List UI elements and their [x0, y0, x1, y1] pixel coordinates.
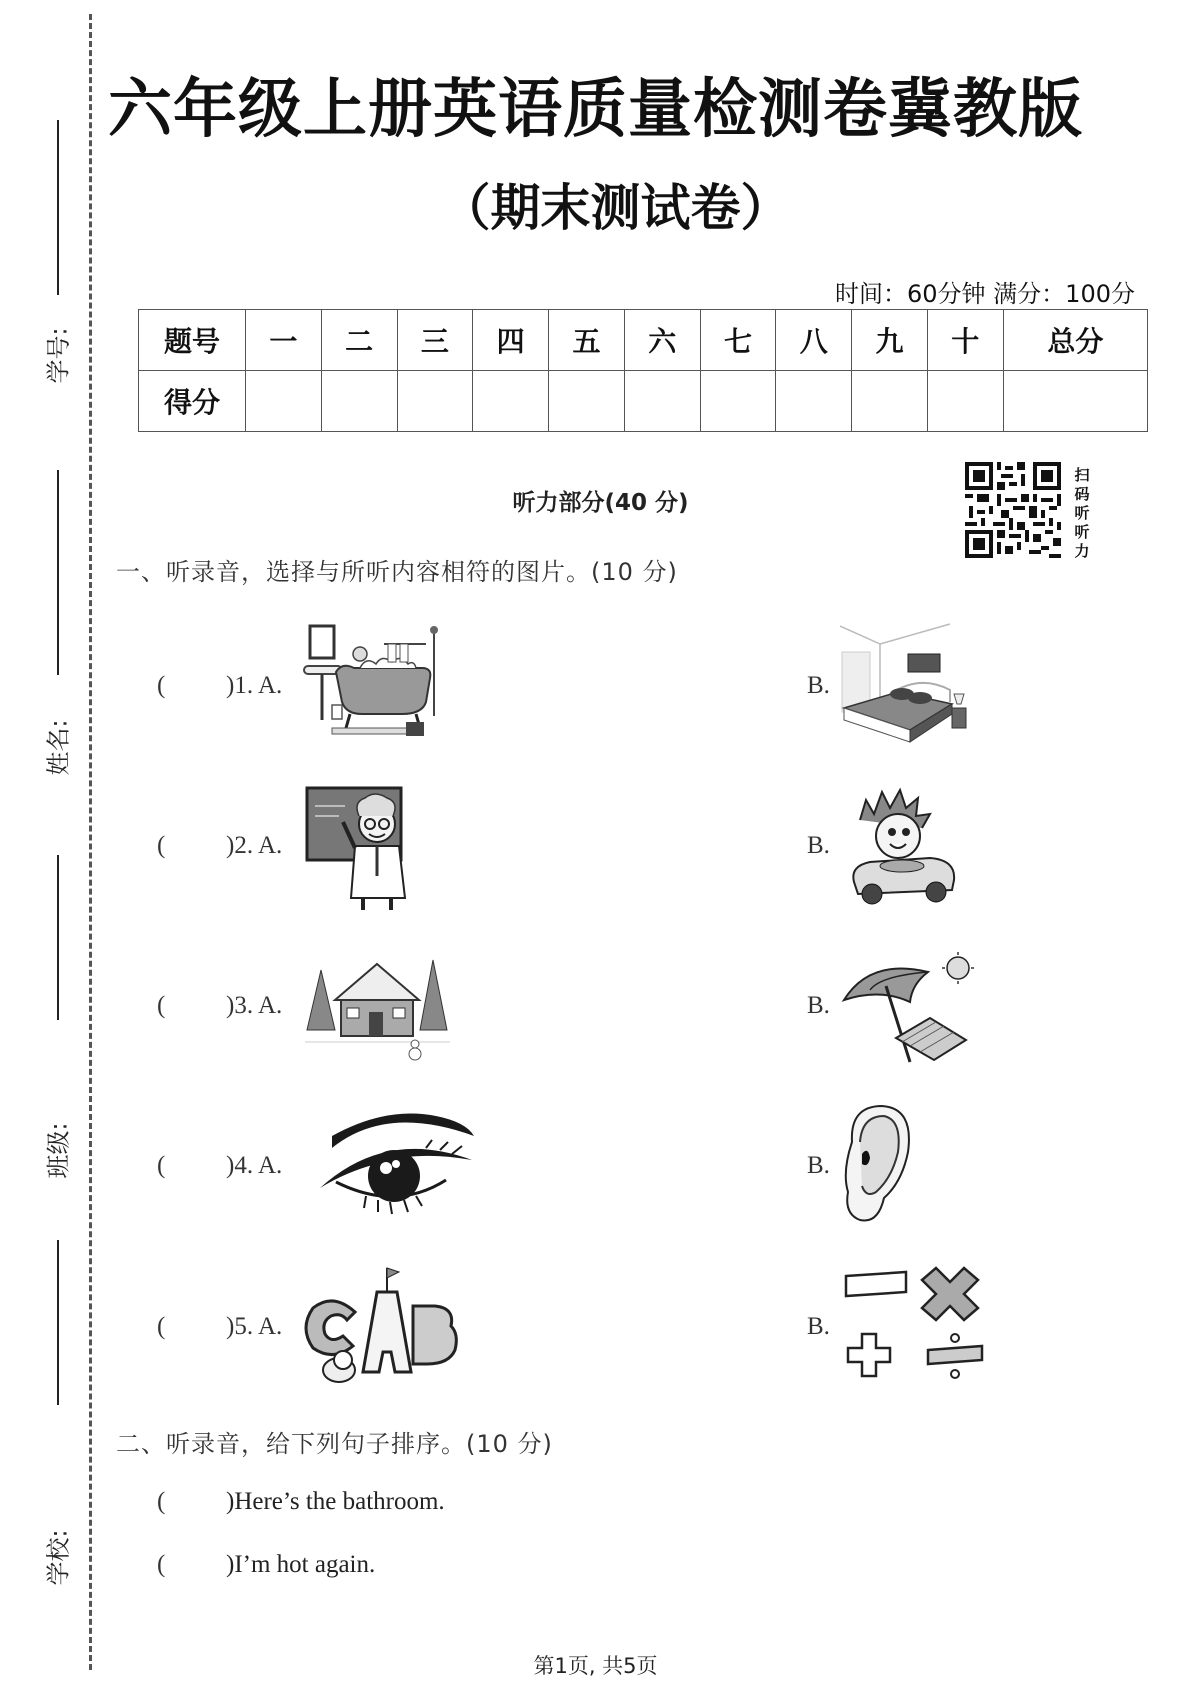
section-2-heading: 二、听录音，给下列句子排序。(10 分) [116, 1430, 553, 1458]
class-label: 班级: [44, 1122, 73, 1179]
header-cell: 题号 [139, 310, 246, 371]
question-number: )2. A. [226, 832, 283, 859]
question-number: )4. A. [226, 1152, 283, 1179]
score-table-header-row [139, 310, 1148, 371]
answer-blank[interactable]: ( [157, 832, 166, 859]
qr-caption-char: 听 [1074, 523, 1090, 541]
option-b-label: B. [807, 1152, 830, 1179]
school-underline[interactable] [57, 1240, 59, 1405]
score-cell[interactable] [321, 371, 397, 432]
bedroom-image [840, 622, 970, 751]
math-symbols-image [840, 1262, 990, 1391]
score-cell[interactable] [1003, 371, 1147, 432]
school-label: 学校: [44, 1529, 73, 1586]
beach-umbrella-image [840, 950, 980, 1074]
sentence-text: )Here’s the bathroom. [226, 1488, 445, 1515]
name-label: 姓名: [44, 719, 73, 776]
question-number: )3. A. [226, 992, 283, 1019]
qr-caption-char: 码 [1074, 485, 1090, 503]
score-cell[interactable] [852, 371, 928, 432]
binding-dashed-line [89, 14, 92, 1670]
abc-letters-image [303, 1262, 463, 1391]
teacher-image [305, 786, 423, 915]
answer-blank[interactable]: ( [157, 1551, 166, 1578]
snowy-house-image [305, 950, 450, 1074]
page-indicator: 第1页, 共5页 [533, 1654, 658, 1678]
score-table-score-row [139, 371, 1148, 432]
score-row-label: 得分 [139, 371, 246, 432]
answer-blank[interactable]: ( [157, 1152, 166, 1179]
sentence-text: )I’m hot again. [226, 1551, 376, 1578]
answer-blank[interactable]: ( [157, 992, 166, 1019]
qr-code-icon[interactable] [965, 462, 1061, 558]
score-cell[interactable] [776, 371, 852, 432]
score-cell[interactable] [397, 371, 473, 432]
option-b-label: B. [807, 1313, 830, 1340]
question-number: )1. A. [226, 672, 283, 699]
exam-time-and-score: 时间：60分钟 满分：100分 [835, 280, 1135, 308]
page-subtitle: （期末测试卷） [440, 179, 791, 237]
header-cell: 三 [397, 310, 473, 371]
header-cell: 二 [321, 310, 397, 371]
header-cell: 十 [927, 310, 1003, 371]
answer-blank[interactable]: ( [157, 1313, 166, 1340]
score-cell[interactable] [246, 371, 322, 432]
section-1-heading: 一、听录音，选择与所听内容相符的图片。(10 分) [116, 558, 678, 586]
option-b-label: B. [807, 832, 830, 859]
qr-caption [1071, 466, 1093, 561]
option-b-label: B. [807, 672, 830, 699]
eye-image [316, 1108, 476, 1224]
score-cell[interactable] [700, 371, 776, 432]
header-cell: 六 [624, 310, 700, 371]
score-cell[interactable] [927, 371, 1003, 432]
page-title: 六年级上册英语质量检测卷冀教版 [108, 73, 1083, 145]
header-cell: 七 [700, 310, 776, 371]
answer-blank[interactable]: ( [157, 672, 166, 699]
student-id-label: 学号: [44, 327, 73, 384]
score-table [138, 309, 1148, 432]
score-cell[interactable] [549, 371, 625, 432]
qr-caption-char: 力 [1074, 542, 1090, 560]
ear-image [840, 1102, 915, 1231]
listening-section-heading: 听力部分(40 分) [512, 490, 689, 516]
header-cell: 五 [549, 310, 625, 371]
qr-caption-char: 扫 [1074, 466, 1090, 484]
question-number: )5. A. [226, 1313, 283, 1340]
option-b-label: B. [807, 992, 830, 1019]
header-cell: 九 [852, 310, 928, 371]
header-cell: 八 [776, 310, 852, 371]
header-cell: 一 [246, 310, 322, 371]
answer-blank[interactable]: ( [157, 1488, 166, 1515]
header-cell: 总分 [1003, 310, 1147, 371]
boy-in-car-image [840, 786, 965, 915]
header-cell: 四 [473, 310, 549, 371]
score-cell[interactable] [624, 371, 700, 432]
score-cell[interactable] [473, 371, 549, 432]
bathroom-image [302, 622, 442, 751]
qr-caption-char: 听 [1074, 504, 1090, 522]
class-underline[interactable] [57, 855, 59, 1020]
